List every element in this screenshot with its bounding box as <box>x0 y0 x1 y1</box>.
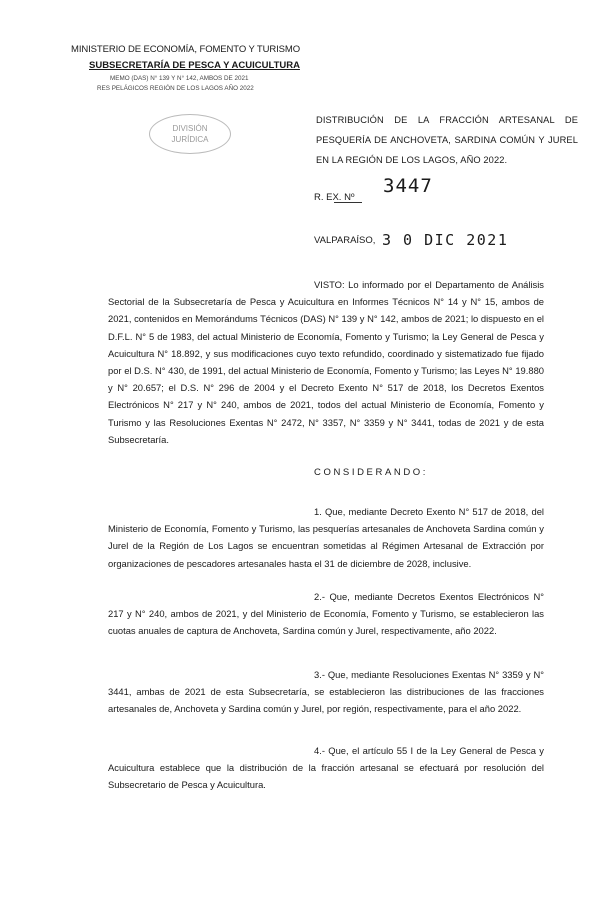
visto-paragraph: VISTO: Lo informado por el Departamento de Análisis Sectorial de la Subsecretaría de Pesca y Acuicultura en Informes Técnicos N° 14 y N° 15, ambos de 2021, contenidos en Memorándums Técnicos (DAS) N° 139 y N° 142, ambos de 2021; lo dispuesto en el D.F.L. N° 5 de 1983, del actual Ministerio de Economía, Fomento y Turismo; la Ley General de Pesca y Acuicultura N° 18.892, y sus modificaciones cuyo texto refundido, coordinado y sistematizado fue fijado por el D.S. N° 430, de 1991, del actual Ministerio de Economía, Fomento y Turismo; las Leyes N° 19.880 y N° 20.657; el D.S. N° 296 de 2004 y el Decreto Exento N° 517 de 2018, los Decretos Exentos Electrónicos N° 217 y N° 240, ambos de 2021, todos del actual Ministerio de Economía, Fomento y Turismo y las Resoluciones Exentas N° 2472, N° 3357, N° 3359 y N° 3441, todas de 2021 y de esta Subsecretaría. <box>108 279 544 445</box>
resolution-number: 3447 <box>383 175 433 197</box>
considerando-2: 2.- Que, mediante Decretos Exentos Electrónicos N° 217 y N° 240, ambos de 2021, y del Ministerio de Economía, Fomento y Turismo, se establecieron las cuotas anuales de captura de Anchoveta, Sardina común y Jurel, respectivamente, año 2022. <box>108 591 544 637</box>
resolution-underline <box>334 202 362 203</box>
resolution-label: R. EX. Nº <box>314 192 355 203</box>
place-label: VALPARAÍSO, <box>314 235 376 246</box>
res-reference: RES PELÁGICOS REGIÓN DE LOS LAGOS AÑO 2022 <box>97 85 254 92</box>
division-stamp <box>149 114 231 154</box>
memo-reference: MEMO (DAS) N° 139 Y N° 142, AMBOS DE 2021 <box>110 75 249 82</box>
ministry-name: MINISTERIO DE ECONOMÍA, FOMENTO Y TURISMO <box>71 44 301 55</box>
stamp-line-2: JURÍDICA <box>171 135 209 144</box>
date-stamp: 3 0 DIC 2021 <box>382 231 509 249</box>
considerando-4: 4.- Que, el artículo 55 I de la Ley General de Pesca y Acuicultura establece que la distribución de la fracción artesanal se efectuará por resolución del Subsecretario de Pesca y Acuicultura. <box>108 745 544 791</box>
undersecretariat-name: SUBSECRETARÍA DE PESCA Y ACUICULTURA <box>89 60 300 71</box>
considerando-1: 1. Que, mediante Decreto Exento N° 517 de 2018, del Ministerio de Economía, Fomento y Turismo, las pesquerías artesanales de Anchoveta Sardina común y Jurel de la Región de Los Lagos se encuentran sometidas al Régimen Artesanal de Extracción por organizaciones de pescadores artesanales hasta el 31 de diciembre de 2028, inclusive. <box>108 506 544 569</box>
considerando-heading: CONSIDERANDO: <box>314 467 429 478</box>
considerando-3: 3.- Que, mediante Resoluciones Exentas N° 3359 y N° 3441, ambas de 2021 de esta Subsecretaría, se establecieron las distribuciones de las fracciones artesanales de, Anchoveta y Sardina común y Jurel, por región, respectivamente, para el año 2022. <box>108 669 544 715</box>
stamp-line-1: DIVISIÓN <box>172 124 208 133</box>
document-subject: DISTRIBUCIÓN DE LA FRACCIÓN ARTESANAL DE PESQUERÍA DE ANCHOVETA, SARDINA COMÚN Y JUREL EN LA REGIÓN DE LOS LAGOS, AÑO 2022. <box>316 115 578 165</box>
